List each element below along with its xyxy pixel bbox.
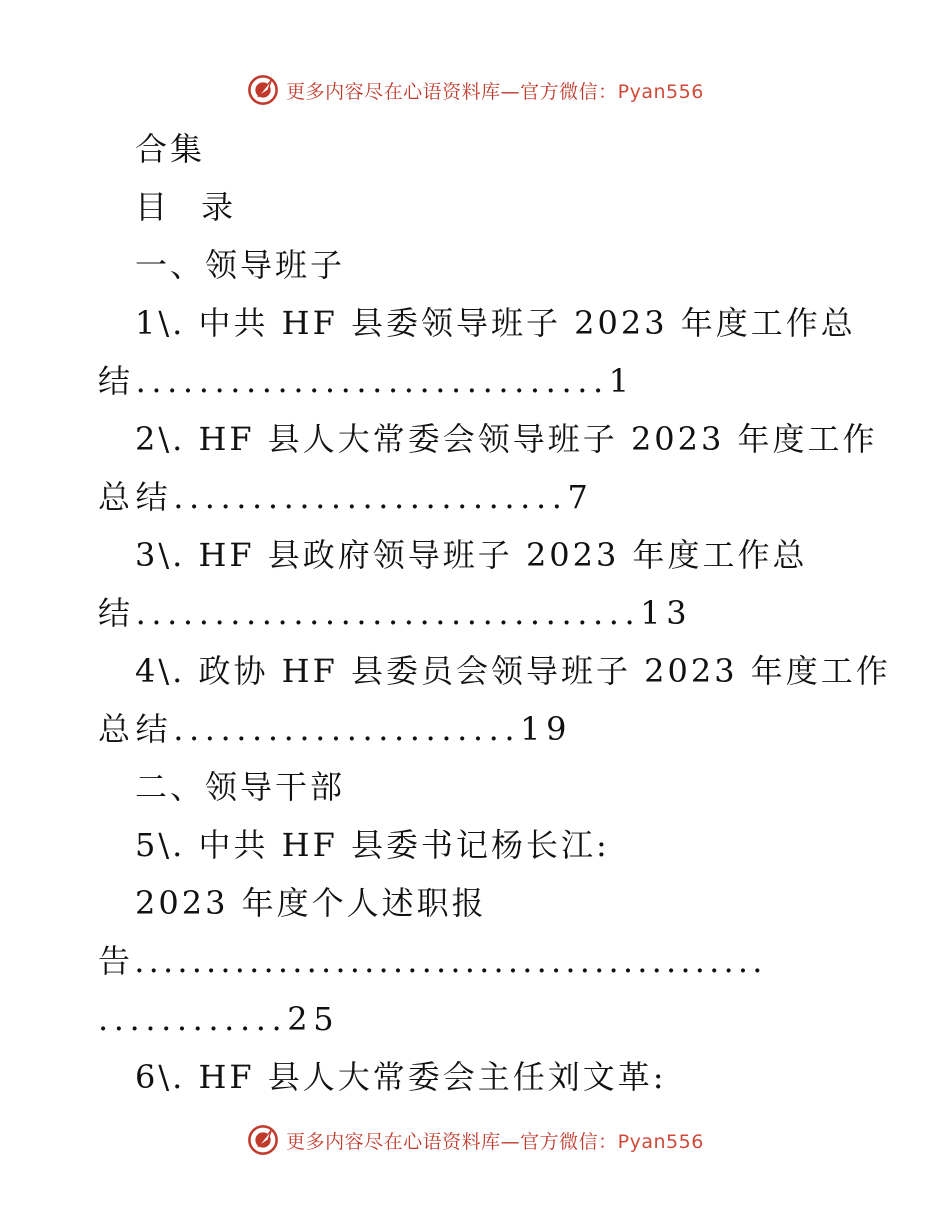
toc-entry-6: 6\. HF 县人大常委会主任刘文革: [135,1058,667,1096]
banner-slogan: 更多内容尽在心语资料库—官方微信： [286,80,618,103]
toc-entry-3-page: 结................................13 [98,594,693,632]
header-watermark-banner [0,70,950,110]
toc-entry-4-page: 总结......................19 [98,710,573,748]
toc-entry-2-page: 总结.........................7 [98,478,594,516]
toc-entry-3: 3\. HF 县政府领导班子 2023 年度工作总 [135,536,808,574]
banner-wechat-id: Pyan556 [617,80,704,103]
banner-text [286,1127,704,1154]
toc-entry-5-dots: 告............................................ [98,942,767,980]
toc-title: 目 录 [135,188,246,226]
document-heading: 合集 [135,130,206,168]
quill-logo-icon [246,1123,280,1157]
toc-entry-4: 4\. 政协 HF 县委员会领导班子 2023 年度工作 [135,652,891,690]
toc-section-1: 一、领导班子 [135,246,346,284]
toc-entry-5-cont: 2023 年度个人述职报 [135,884,487,922]
toc-entry-1-page: 结..............................1 [98,362,635,400]
quill-logo-icon [246,73,280,107]
toc-entry-5-page: ............25 [98,1000,340,1038]
footer-watermark-banner [0,1120,950,1160]
banner-wechat-id: Pyan556 [617,1130,704,1153]
banner-slogan: 更多内容尽在心语资料库—官方微信： [286,1130,618,1153]
toc-entry-5: 5\. 中共 HF 县委书记杨长江: [135,826,610,864]
banner-text [286,77,704,104]
toc-section-2: 二、领导干部 [135,768,346,806]
toc-entry-1: 1\. 中共 HF 县委领导班子 2023 年度工作总 [135,304,856,342]
toc-entry-2: 2\. HF 县人大常委会领导班子 2023 年度工作 [135,420,878,458]
